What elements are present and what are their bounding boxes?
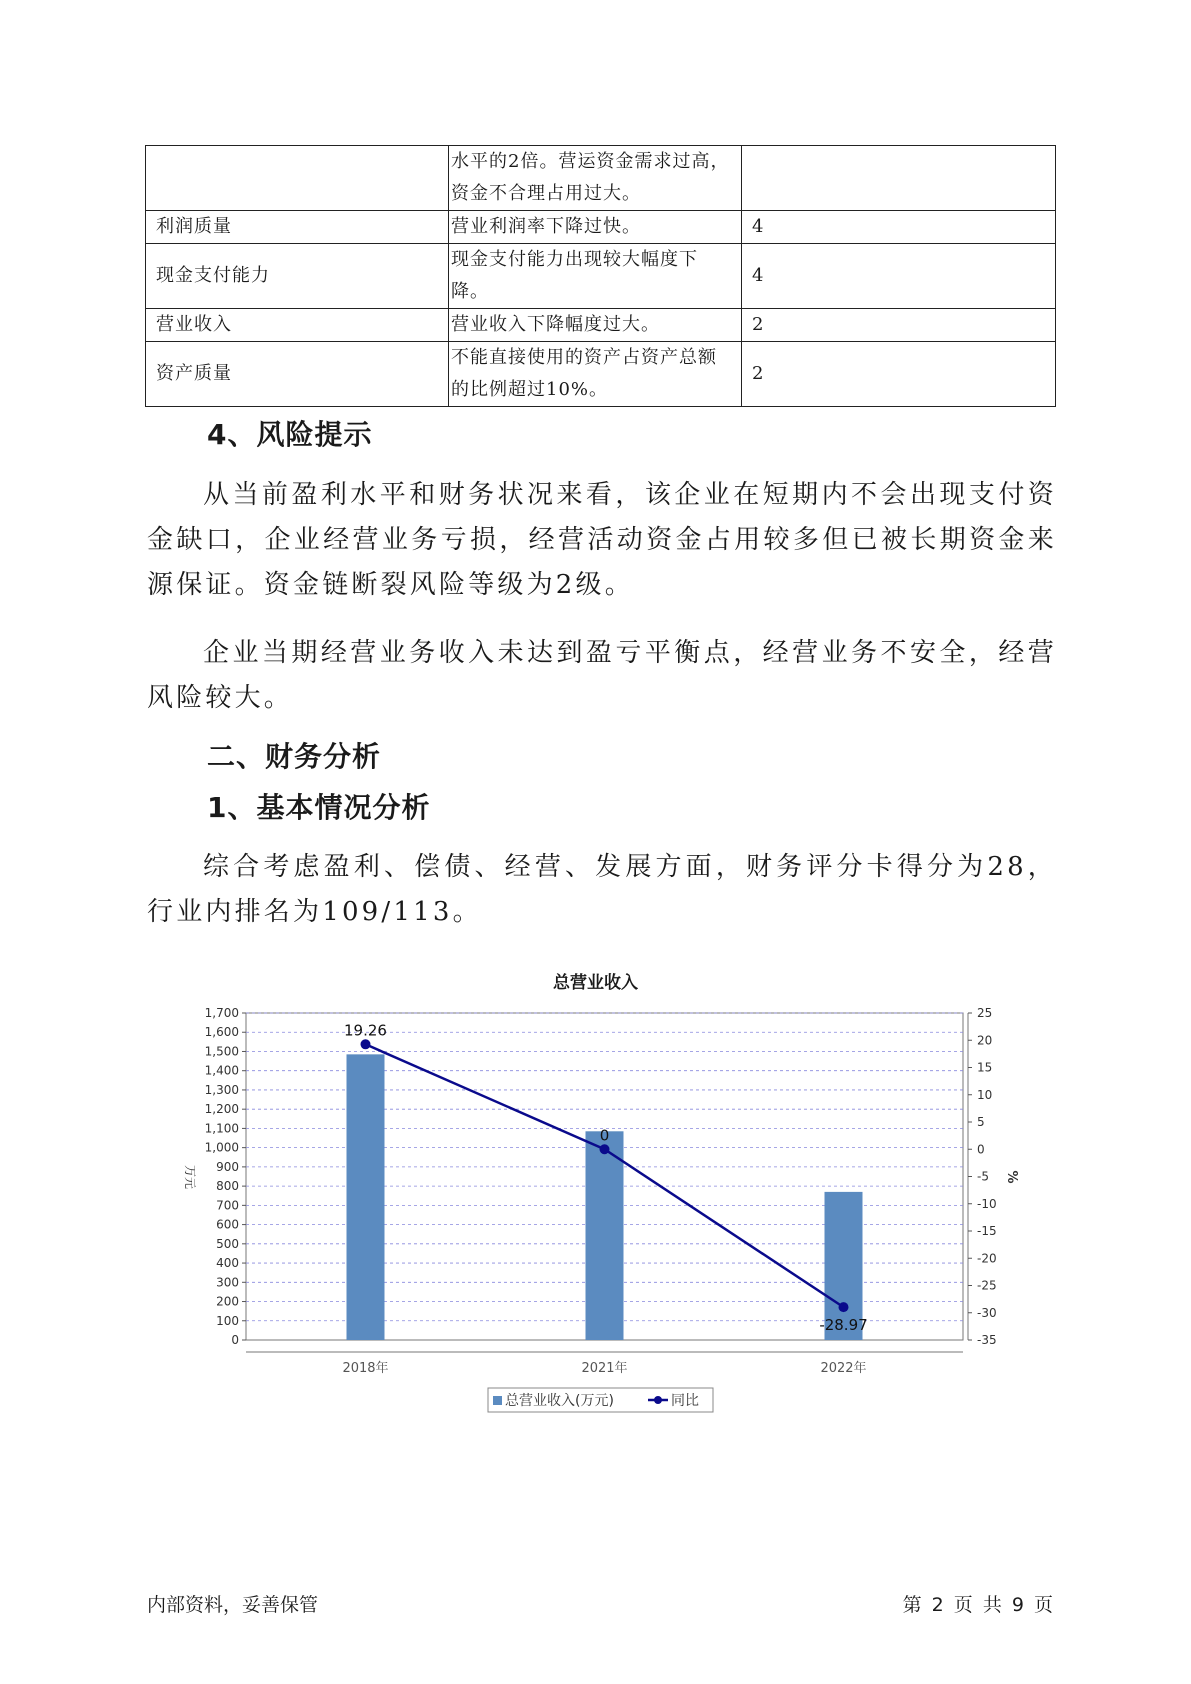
- table-cell-score: 4: [742, 211, 1056, 244]
- data-label: 19.26: [344, 1021, 387, 1040]
- y-tick-label: 900: [216, 1159, 239, 1174]
- y-tick-label: 400: [216, 1256, 239, 1271]
- y-tick-label: 1,500: [204, 1044, 239, 1059]
- y2-tick-label: -10: [977, 1196, 997, 1211]
- sub-heading-basic: 1、基本情况分析: [207, 791, 431, 824]
- x-tick-label: 2021年: [581, 1361, 628, 1376]
- y2-tick-label: 10: [977, 1087, 993, 1102]
- y-tick-label: 1,600: [204, 1025, 239, 1040]
- table-cell-description: 现金支付能力出现较大幅度下降。: [449, 244, 742, 309]
- paragraph-risk-1: 从当前盈利水平和财务状况来看，该企业在短期内不会出现支付资金缺口，企业经营业务亏损，经营活动资金占用较多但已被长期资金来源保证。资金链断裂风险等级为2级。: [147, 480, 1057, 600]
- table-cell-item: 利润质量: [146, 211, 449, 244]
- paragraph-score: 综合考虑盈利、偿债、经营、发展方面，财务评分卡得分为28，行业内排名为109/113。: [147, 852, 1057, 927]
- table-cell-item: 现金支付能力: [146, 244, 449, 309]
- y-tick-label: 1,300: [204, 1082, 239, 1097]
- y-tick-label: 100: [216, 1313, 239, 1328]
- line-point: [361, 1039, 371, 1049]
- line-point: [600, 1144, 610, 1154]
- section-heading-risk: 4、风险提示: [207, 418, 373, 451]
- bar: [586, 1131, 624, 1340]
- y-tick-label: 0: [231, 1333, 239, 1347]
- y-tick-label: 1,000: [204, 1140, 239, 1155]
- paragraph-risk-2: 企业当期经营业务收入未达到盈亏平衡点，经营业务不安全，经营风险较大。: [147, 638, 1057, 713]
- y-tick-label: 1,700: [204, 1006, 239, 1020]
- chart-title: 总营业收入: [553, 973, 638, 993]
- data-label: 0: [599, 1126, 610, 1145]
- table-cell-score: 2: [742, 309, 1056, 342]
- y2-tick-label: 5: [977, 1115, 985, 1129]
- y-tick-label: 600: [216, 1217, 239, 1232]
- y-tick-label: 200: [216, 1294, 239, 1309]
- table-cell-item: 资产质量: [146, 342, 449, 407]
- section-heading-finance: 二、财务分析: [207, 740, 382, 773]
- y-tick-label: 1,200: [204, 1102, 239, 1117]
- footer-note: 内部资料，妥善保管: [147, 1594, 319, 1616]
- y-tick-label: 300: [216, 1275, 239, 1290]
- table-cell-description: 营业利润率下降过快。: [449, 211, 742, 244]
- x-tick-label: 2022年: [820, 1361, 867, 1376]
- table-cell-description: 营业收入下降幅度过大。: [449, 309, 742, 342]
- y2-tick-label: -15: [977, 1224, 997, 1238]
- y2-tick-label: -5: [977, 1169, 989, 1184]
- y2-tick-label: 15: [977, 1060, 993, 1075]
- x-tick-label: 2018年: [342, 1361, 389, 1376]
- y2-tick-label: 20: [977, 1033, 993, 1048]
- legend-swatch-bar: [493, 1396, 502, 1405]
- table-cell-item: 营业收入: [146, 309, 449, 342]
- y2-tick-label: 0: [977, 1142, 985, 1157]
- table-cell-score: 2: [742, 342, 1056, 407]
- table-cell-score: 4: [742, 244, 1056, 309]
- y-axis-title: 万元: [183, 1164, 197, 1190]
- bar: [347, 1054, 385, 1340]
- y-tick-label: 1,100: [204, 1121, 239, 1136]
- table-cell-description: 不能直接使用的资产占资产总额的比例超过10%。: [449, 342, 742, 407]
- y2-tick-label: 25: [977, 1006, 993, 1020]
- y2-axis-title: %: [1004, 1170, 1019, 1184]
- y-tick-label: 800: [216, 1179, 239, 1194]
- line-point: [839, 1302, 849, 1312]
- y2-tick-label: -25: [977, 1278, 997, 1293]
- y2-tick-label: -20: [977, 1251, 997, 1266]
- y2-tick-label: -35: [977, 1333, 997, 1347]
- legend-swatch-point: [654, 1396, 662, 1404]
- table-cell-description: 水平的2倍。营运资金需求过高，资金不合理占用过大。: [449, 146, 742, 211]
- y-tick-label: 700: [216, 1198, 239, 1213]
- page-number: 第 2 页 共 9 页: [902, 1594, 1055, 1616]
- y-tick-label: 1,400: [204, 1063, 239, 1078]
- data-label: -28.97: [819, 1316, 868, 1335]
- legend-label-line: 同比: [671, 1393, 699, 1409]
- y-tick-label: 500: [216, 1236, 239, 1251]
- y2-tick-label: -30: [977, 1305, 997, 1320]
- legend-label-bar: 总营业收入(万元): [505, 1393, 614, 1409]
